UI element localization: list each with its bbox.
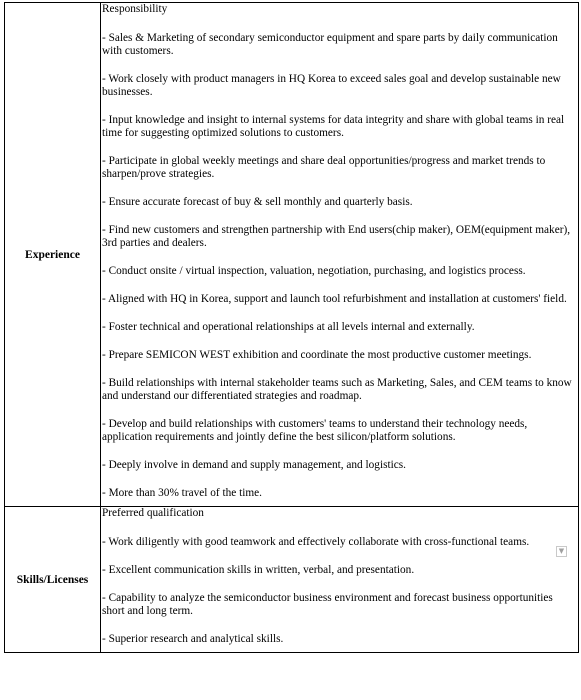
responsibility-item: - Prepare SEMICON WEST exhibition and coordinate the most productive customer meetings. [102,349,532,361]
experience-content[interactable] [101,3,579,507]
responsibility-item: - More than 30% travel of the time. [102,487,262,499]
skills-label: Skills/Licenses [5,507,101,653]
qualification-item: - Capability to analyze the semiconductor business environment and forecast business opportunities short and long term. [102,592,553,617]
responsibility-item: - Deeply involve in demand and supply management, and logistics. [102,459,407,471]
resume-table [4,2,579,653]
skills-row [5,507,579,653]
responsibility-item: - Input knowledge and insight to internal systems for data integrity and share with global teams in real time for suggesting optimized solutions to customers. [102,114,565,139]
responsibility-item: - Find new customers and strengthen partnership with End users(chip maker), OEM(equipment maker), 3rd parties and dealers. [102,224,571,249]
responsibility-item: - Build relationships with internal stakeholder teams such as Marketing, Sales, and CEM teams to know and understand our differentiated strategies and roadmap. [102,377,572,402]
experience-row [5,3,579,507]
qualification-heading: Preferred qualification [102,507,204,519]
qualification-item: - Work diligently with good teamwork and effectively collaborate with cross-functional teams. [102,536,530,548]
experience-label: Experience [5,3,101,507]
responsibility-item: - Sales & Marketing of secondary semiconductor equipment and spare parts by daily communication with customers. [102,32,558,57]
responsibility-item: - Conduct onsite / virtual inspection, valuation, negotiation, purchasing, and logistics process. [102,265,526,277]
responsibility-item: - Ensure accurate forecast of buy & sell monthly and quarterly basis. [102,196,413,208]
chevron-down-icon[interactable]: ▼ [556,546,567,557]
responsibility-item: - Foster technical and operational relationships at all levels internal and externally. [102,321,475,333]
qualification-item: - Excellent communication skills in written, verbal, and presentation. [102,564,415,576]
responsibility-item: - Develop and build relationships with customers' teams to understand their technology needs, application requirements and jointly define the best silicon/platform solutions. [102,418,528,443]
responsibility-heading: Responsibility [102,3,168,15]
responsibility-item: - Aligned with HQ in Korea, support and launch tool refurbishment and installation at customers' field. [102,293,567,305]
qualification-item: - Superior research and analytical skills. [102,633,284,645]
responsibility-item: - Participate in global weekly meetings and share deal opportunities/progress and market trends to sharpen/prove strategies. [102,155,546,180]
skills-content[interactable] [101,507,579,653]
responsibility-item: - Work closely with product managers in HQ Korea to exceed sales goal and develop sustainable new businesses. [102,73,561,98]
